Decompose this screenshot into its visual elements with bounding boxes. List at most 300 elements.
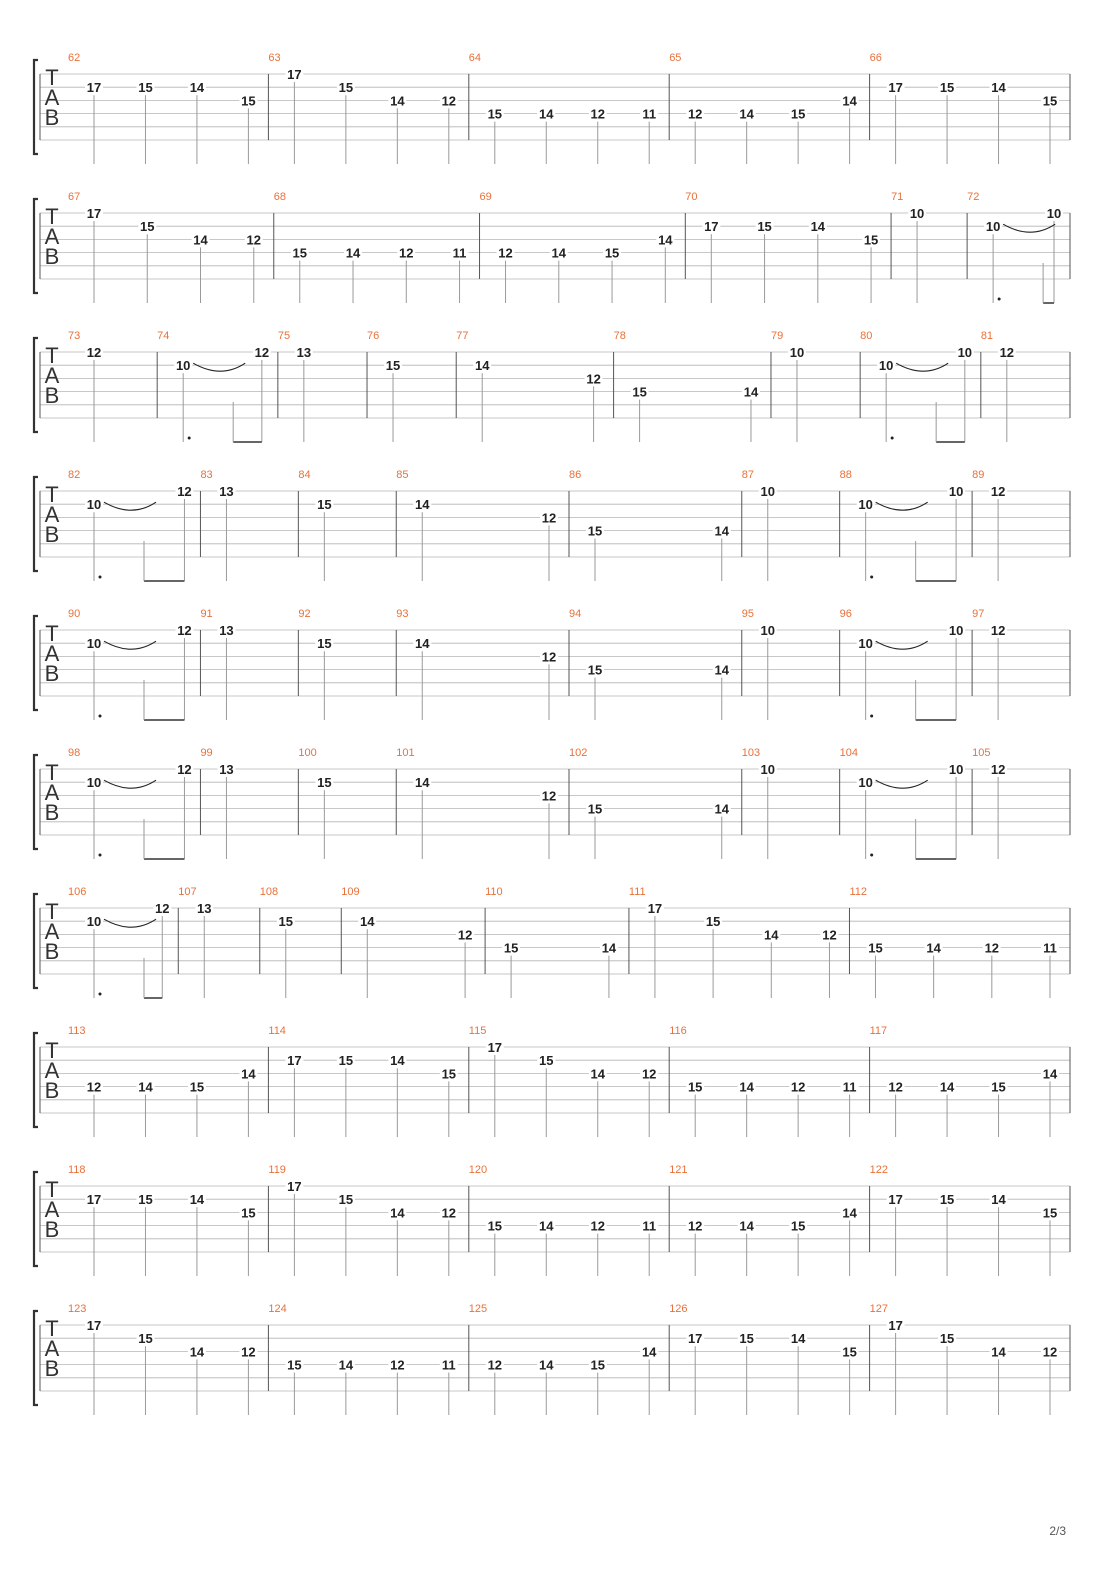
- fret-number: 10: [948, 762, 964, 777]
- fret-number: 15: [338, 1192, 354, 1208]
- fret-number: 10: [86, 497, 102, 513]
- fret-number: 17: [888, 1318, 903, 1333]
- tab-system: [34, 1303, 1070, 1415]
- measure-number: 108: [259, 886, 279, 898]
- fret-number: 14: [939, 1079, 955, 1095]
- fret-number: 15: [241, 1205, 256, 1221]
- fret-number: 17: [287, 67, 302, 82]
- fret-number: 14: [539, 1357, 554, 1373]
- measure-number: 74: [157, 330, 170, 342]
- fret-number: 10: [789, 345, 805, 360]
- fret-number: 15: [287, 1357, 302, 1373]
- fret-number: 10: [878, 358, 894, 374]
- fret-number: 12: [541, 510, 557, 526]
- measure-number: 90: [68, 608, 81, 620]
- rhythm-dot: [998, 298, 1001, 301]
- fret-number: 12: [86, 1079, 102, 1095]
- fret-number: 13: [219, 762, 234, 777]
- fret-number: 10: [86, 636, 102, 652]
- tab-clef-letter: T: [45, 760, 59, 785]
- fret-number: 15: [757, 219, 772, 235]
- fret-number: 15: [292, 245, 308, 261]
- fret-number: 11: [642, 106, 657, 122]
- measure-number: 97: [972, 608, 985, 620]
- tie-arc: [104, 641, 156, 649]
- tab-system: [34, 1164, 1070, 1276]
- tab-clef-letter: T: [45, 204, 59, 229]
- tab-clef-letter: T: [45, 1177, 59, 1202]
- fret-number: 17: [86, 206, 102, 221]
- tab-clef-letter: A: [44, 1336, 60, 1361]
- measure-number: 100: [298, 747, 317, 759]
- fret-number: 15: [487, 106, 503, 122]
- fret-number: 14: [842, 1205, 857, 1221]
- fret-number: 12: [86, 345, 102, 360]
- fret-number: 14: [390, 1053, 405, 1069]
- tab-clef-letter: B: [44, 800, 60, 825]
- fret-number: 15: [790, 1218, 806, 1234]
- fret-number: 15: [939, 1331, 955, 1347]
- system-bracket: [34, 1033, 38, 1127]
- fret-number: 15: [939, 1192, 955, 1208]
- fret-number: 12: [687, 106, 703, 122]
- fret-number: 13: [197, 901, 212, 916]
- system-bracket: [34, 755, 38, 849]
- measure-number: 72: [967, 191, 980, 203]
- fret-number: 12: [990, 623, 1006, 638]
- measure-number: 66: [869, 52, 882, 64]
- fret-number: 15: [587, 523, 603, 539]
- fret-number: 10: [858, 636, 873, 652]
- rhythm-dot: [99, 715, 102, 718]
- fret-number: 15: [590, 1357, 605, 1373]
- measure-number: 85: [396, 469, 409, 481]
- tab-system: [34, 747, 1070, 859]
- measure-number: 70: [685, 191, 698, 203]
- fret-number: 15: [705, 914, 721, 930]
- tie-arc: [876, 502, 928, 510]
- fret-number: 15: [338, 80, 354, 96]
- measure-number: 75: [277, 330, 291, 342]
- fret-number: 10: [175, 358, 191, 374]
- fret-number: 12: [441, 93, 457, 109]
- measure-number: 102: [569, 747, 588, 759]
- fret-number: 13: [219, 623, 234, 638]
- fret-number: 14: [241, 1066, 256, 1082]
- measure-number: 123: [68, 1303, 87, 1315]
- tab-clef-letter: T: [45, 899, 59, 924]
- fret-number: 14: [415, 497, 430, 513]
- measure-number: 103: [741, 747, 761, 759]
- fret-number: 14: [991, 1344, 1006, 1360]
- tab-clef-letter: B: [44, 522, 60, 547]
- fret-number: 14: [743, 384, 759, 400]
- tab-clef-letter: A: [44, 363, 60, 388]
- tab-clef-letter: B: [44, 383, 60, 408]
- tab-clef-letter: A: [44, 780, 60, 805]
- fret-number: 15: [385, 358, 401, 374]
- fret-number: 15: [632, 384, 647, 400]
- measure-number: 91: [200, 608, 213, 620]
- measure-number: 84: [298, 469, 311, 481]
- measure-number: 77: [456, 330, 469, 342]
- measure-number: 92: [298, 608, 311, 620]
- tab-clef-letter: B: [44, 244, 60, 269]
- fret-number: 10: [760, 623, 775, 638]
- tab-clef-letter: T: [45, 1316, 59, 1341]
- rhythm-dot: [870, 576, 873, 579]
- fret-number: 11: [642, 1218, 657, 1234]
- system-bracket: [34, 894, 38, 988]
- fret-number: 13: [219, 484, 234, 499]
- tab-system: [34, 330, 1070, 442]
- fret-number: 15: [487, 1218, 503, 1234]
- fret-number: 14: [714, 662, 729, 678]
- system-bracket: [34, 60, 38, 154]
- tie-arc: [876, 641, 928, 649]
- fret-number: 10: [985, 219, 1001, 235]
- system-bracket: [34, 616, 38, 710]
- fret-number: 14: [714, 523, 729, 539]
- fret-number: 14: [991, 1192, 1006, 1208]
- fret-number: 14: [189, 80, 205, 96]
- fret-number: 12: [990, 762, 1006, 777]
- fret-number: 14: [474, 358, 490, 374]
- fret-number: 12: [155, 901, 170, 916]
- fret-number: 10: [957, 345, 973, 360]
- measure-number: 63: [268, 52, 281, 64]
- measure-number: 120: [468, 1164, 488, 1176]
- fret-number: 11: [441, 1357, 456, 1373]
- measure-number: 79: [770, 330, 784, 342]
- fret-number: 14: [790, 1331, 806, 1347]
- fret-number: 10: [86, 775, 102, 791]
- fret-number: 10: [1046, 206, 1062, 221]
- fret-number: 15: [317, 775, 332, 791]
- fret-number: 15: [587, 801, 603, 817]
- fret-number: 15: [739, 1331, 754, 1347]
- fret-number: 14: [539, 1218, 554, 1234]
- measure-number: 80: [860, 330, 873, 342]
- measure-number: 67: [68, 191, 81, 203]
- fret-number: 15: [539, 1053, 554, 1069]
- fret-number: 14: [590, 1066, 605, 1082]
- fret-number: 12: [177, 762, 192, 777]
- measure-number: 118: [68, 1164, 86, 1176]
- fret-number: 15: [317, 497, 332, 513]
- system-bracket: [34, 1311, 38, 1405]
- tab-clef-letter: B: [44, 105, 60, 130]
- measure-number: 82: [68, 469, 81, 481]
- tab-system: [34, 608, 1070, 720]
- measure-number: 99: [200, 747, 213, 759]
- fret-number: 12: [177, 623, 192, 638]
- fret-number: 12: [999, 345, 1015, 360]
- fret-number: 10: [86, 914, 102, 930]
- fret-number: 14: [842, 93, 857, 109]
- measure-number: 106: [68, 886, 87, 898]
- fret-number: 17: [687, 1331, 703, 1347]
- tab-clef-letter: T: [45, 1038, 59, 1063]
- fret-number: 12: [590, 1218, 605, 1234]
- measure-number: 89: [972, 469, 985, 481]
- fret-number: 15: [140, 219, 155, 235]
- measure-number: 110: [485, 886, 503, 898]
- rhythm-dot: [870, 715, 873, 718]
- tab-clef-letter: A: [44, 919, 60, 944]
- fret-number: 12: [441, 1205, 457, 1221]
- fret-number: 14: [764, 927, 779, 943]
- measure-number: 93: [396, 608, 409, 620]
- measure-number: 113: [68, 1025, 86, 1037]
- fret-number: 12: [1042, 1344, 1058, 1360]
- tab-clef-letter: A: [44, 641, 60, 666]
- fret-number: 15: [138, 1331, 153, 1347]
- fret-number: 10: [948, 484, 964, 499]
- rhythm-dot: [99, 576, 102, 579]
- measure-number: 83: [200, 469, 213, 481]
- tab-clef-letter: T: [45, 343, 59, 368]
- tab-clef-letter: T: [45, 621, 59, 646]
- tab-clef-letter: B: [44, 1217, 60, 1242]
- tab-system: [34, 469, 1070, 581]
- fret-number: 14: [193, 232, 208, 248]
- measure-number: 116: [669, 1025, 687, 1037]
- fret-number: 12: [254, 345, 270, 360]
- page-number: 2/3: [1049, 1524, 1066, 1538]
- tie-arc: [104, 919, 156, 927]
- fret-number: 14: [189, 1192, 205, 1208]
- fret-number: 10: [858, 497, 873, 513]
- tie-arc: [1003, 224, 1055, 232]
- fret-number: 10: [948, 623, 964, 638]
- measure-number: 104: [839, 747, 859, 759]
- fret-number: 17: [487, 1040, 503, 1055]
- tie-arc: [104, 780, 156, 788]
- tab-system: [34, 191, 1070, 303]
- tab-clef-letter: B: [44, 939, 60, 964]
- fret-number: 12: [541, 649, 557, 665]
- fret-number: 15: [587, 662, 603, 678]
- fret-number: 14: [714, 801, 729, 817]
- fret-number: 15: [503, 940, 519, 956]
- measure-number: 94: [569, 608, 582, 620]
- tab-clef-letter: B: [44, 1356, 60, 1381]
- measure-number: 114: [268, 1025, 286, 1037]
- fret-number: 10: [858, 775, 873, 791]
- fret-number: 15: [991, 1079, 1006, 1095]
- fret-number: 12: [687, 1218, 703, 1234]
- fret-number: 15: [868, 940, 883, 956]
- measure-number: 127: [869, 1303, 888, 1315]
- fret-number: 12: [241, 1344, 256, 1360]
- measure-number: 87: [741, 469, 755, 481]
- fret-number: 15: [863, 232, 879, 248]
- fret-number: 14: [658, 232, 673, 248]
- fret-number: 14: [641, 1344, 657, 1360]
- fret-number: 11: [452, 245, 467, 261]
- fret-number: 13: [296, 345, 312, 360]
- fret-number: 15: [441, 1066, 457, 1082]
- tab-system: [34, 1025, 1070, 1137]
- measure-number: 105: [972, 747, 991, 759]
- fret-number: 14: [739, 1079, 754, 1095]
- fret-number: 12: [888, 1079, 903, 1095]
- fret-number: 15: [1042, 93, 1058, 109]
- fret-number: 12: [990, 484, 1006, 499]
- fret-number: 10: [760, 762, 775, 777]
- fret-number: 12: [590, 106, 605, 122]
- measure-number: 124: [268, 1303, 287, 1315]
- fret-number: 15: [687, 1079, 703, 1095]
- fret-number: 14: [360, 914, 375, 930]
- fret-number: 17: [86, 1192, 102, 1208]
- fret-number: 14: [739, 106, 754, 122]
- fret-number: 17: [704, 219, 719, 235]
- measure-number: 71: [891, 191, 904, 203]
- tab-system: [34, 886, 1070, 998]
- fret-number: 14: [138, 1079, 153, 1095]
- fret-number: 10: [760, 484, 775, 499]
- rhythm-dot: [99, 854, 102, 857]
- measure-number: 126: [669, 1303, 688, 1315]
- rhythm-dot: [99, 993, 102, 996]
- fret-number: 12: [457, 927, 473, 943]
- fret-number: 14: [810, 219, 826, 235]
- fret-number: 10: [909, 206, 925, 221]
- fret-number: 12: [586, 371, 601, 387]
- measure-number: 65: [669, 52, 682, 64]
- fret-number: 12: [390, 1357, 405, 1373]
- fret-number: 14: [1042, 1066, 1058, 1082]
- fret-number: 12: [399, 245, 414, 261]
- fret-number: 15: [241, 93, 256, 109]
- fret-number: 12: [984, 940, 1000, 956]
- measure-number: 115: [468, 1025, 487, 1037]
- fret-number: 12: [246, 232, 262, 248]
- tie-arc: [876, 780, 928, 788]
- fret-number: 15: [138, 1192, 153, 1208]
- measure-number: 119: [268, 1164, 286, 1176]
- measure-number: 98: [68, 747, 81, 759]
- measure-number: 109: [341, 886, 360, 898]
- measure-number: 64: [468, 52, 482, 64]
- fret-number: 15: [278, 914, 294, 930]
- system-bracket: [34, 338, 38, 432]
- measure-number: 69: [479, 191, 492, 203]
- measure-number: 62: [68, 52, 81, 64]
- measure-number: 78: [613, 330, 626, 342]
- fret-number: 12: [822, 927, 837, 943]
- fret-number: 14: [991, 80, 1006, 96]
- fret-number: 12: [641, 1066, 657, 1082]
- measure-number: 101: [396, 747, 415, 759]
- fret-number: 17: [888, 1192, 903, 1208]
- measure-number: 96: [839, 608, 852, 620]
- measure-number: 111: [628, 886, 646, 898]
- tab-clef-letter: B: [44, 1078, 60, 1103]
- tab-clef-letter: A: [44, 1058, 60, 1083]
- tab-clef-letter: A: [44, 224, 60, 249]
- fret-number: 14: [551, 245, 567, 261]
- measure-number: 73: [68, 330, 81, 342]
- system-bracket: [34, 199, 38, 293]
- fret-number: 14: [739, 1218, 754, 1234]
- fret-number: 14: [338, 1357, 354, 1373]
- measure-number: 117: [869, 1025, 888, 1037]
- fret-number: 14: [415, 775, 430, 791]
- system-bracket: [34, 477, 38, 571]
- fret-number: 12: [790, 1079, 806, 1095]
- fret-number: 12: [541, 788, 557, 804]
- fret-number: 15: [939, 80, 955, 96]
- measure-number: 112: [849, 886, 868, 898]
- fret-number: 14: [345, 245, 361, 261]
- system-bracket: [34, 1172, 38, 1266]
- measure-number: 81: [980, 330, 994, 342]
- measure-number: 121: [669, 1164, 688, 1176]
- fret-number: 15: [1042, 1205, 1058, 1221]
- fret-number: 12: [177, 484, 192, 499]
- fret-number: 15: [790, 106, 806, 122]
- fret-number: 17: [287, 1053, 302, 1069]
- rhythm-dot: [891, 437, 894, 440]
- tie-arc: [104, 502, 156, 510]
- fret-number: 17: [86, 1318, 102, 1333]
- fret-number: 12: [487, 1357, 503, 1373]
- tab-clef-letter: A: [44, 1197, 60, 1222]
- measure-number: 107: [178, 886, 197, 898]
- measure-number: 125: [468, 1303, 488, 1315]
- measure-number: 95: [741, 608, 755, 620]
- fret-number: 15: [842, 1344, 857, 1360]
- fret-number: 14: [539, 106, 554, 122]
- tab-clef-letter: B: [44, 661, 60, 686]
- measure-number: 122: [869, 1164, 888, 1176]
- fret-number: 14: [926, 940, 941, 956]
- fret-number: 14: [390, 1205, 405, 1221]
- fret-number: 14: [189, 1344, 205, 1360]
- fret-number: 17: [287, 1179, 302, 1194]
- fret-number: 15: [338, 1053, 354, 1069]
- fret-number: 14: [601, 940, 617, 956]
- fret-number: 17: [888, 80, 903, 96]
- measure-number: 86: [569, 469, 582, 481]
- tab-clef-letter: T: [45, 482, 59, 507]
- fret-number: 15: [317, 636, 332, 652]
- rhythm-dot: [870, 854, 873, 857]
- measure-number: 76: [367, 330, 380, 342]
- fret-number: 15: [604, 245, 620, 261]
- measure-number: 68: [273, 191, 287, 203]
- tab-clef-letter: A: [44, 85, 60, 110]
- fret-number: 11: [1043, 940, 1057, 956]
- fret-number: 12: [498, 245, 513, 261]
- fret-number: 15: [138, 80, 153, 96]
- fret-number: 14: [415, 636, 430, 652]
- fret-number: 14: [390, 93, 405, 109]
- tie-arc: [193, 363, 245, 371]
- tab-clef-letter: T: [45, 65, 59, 90]
- tab-system: [34, 52, 1070, 164]
- tab-clef-letter: A: [44, 502, 60, 527]
- tie-arc: [896, 363, 948, 371]
- fret-number: 17: [86, 80, 102, 96]
- measure-number: 88: [839, 469, 852, 481]
- fret-number: 15: [189, 1079, 205, 1095]
- fret-number: 17: [647, 901, 663, 916]
- rhythm-dot: [188, 437, 191, 440]
